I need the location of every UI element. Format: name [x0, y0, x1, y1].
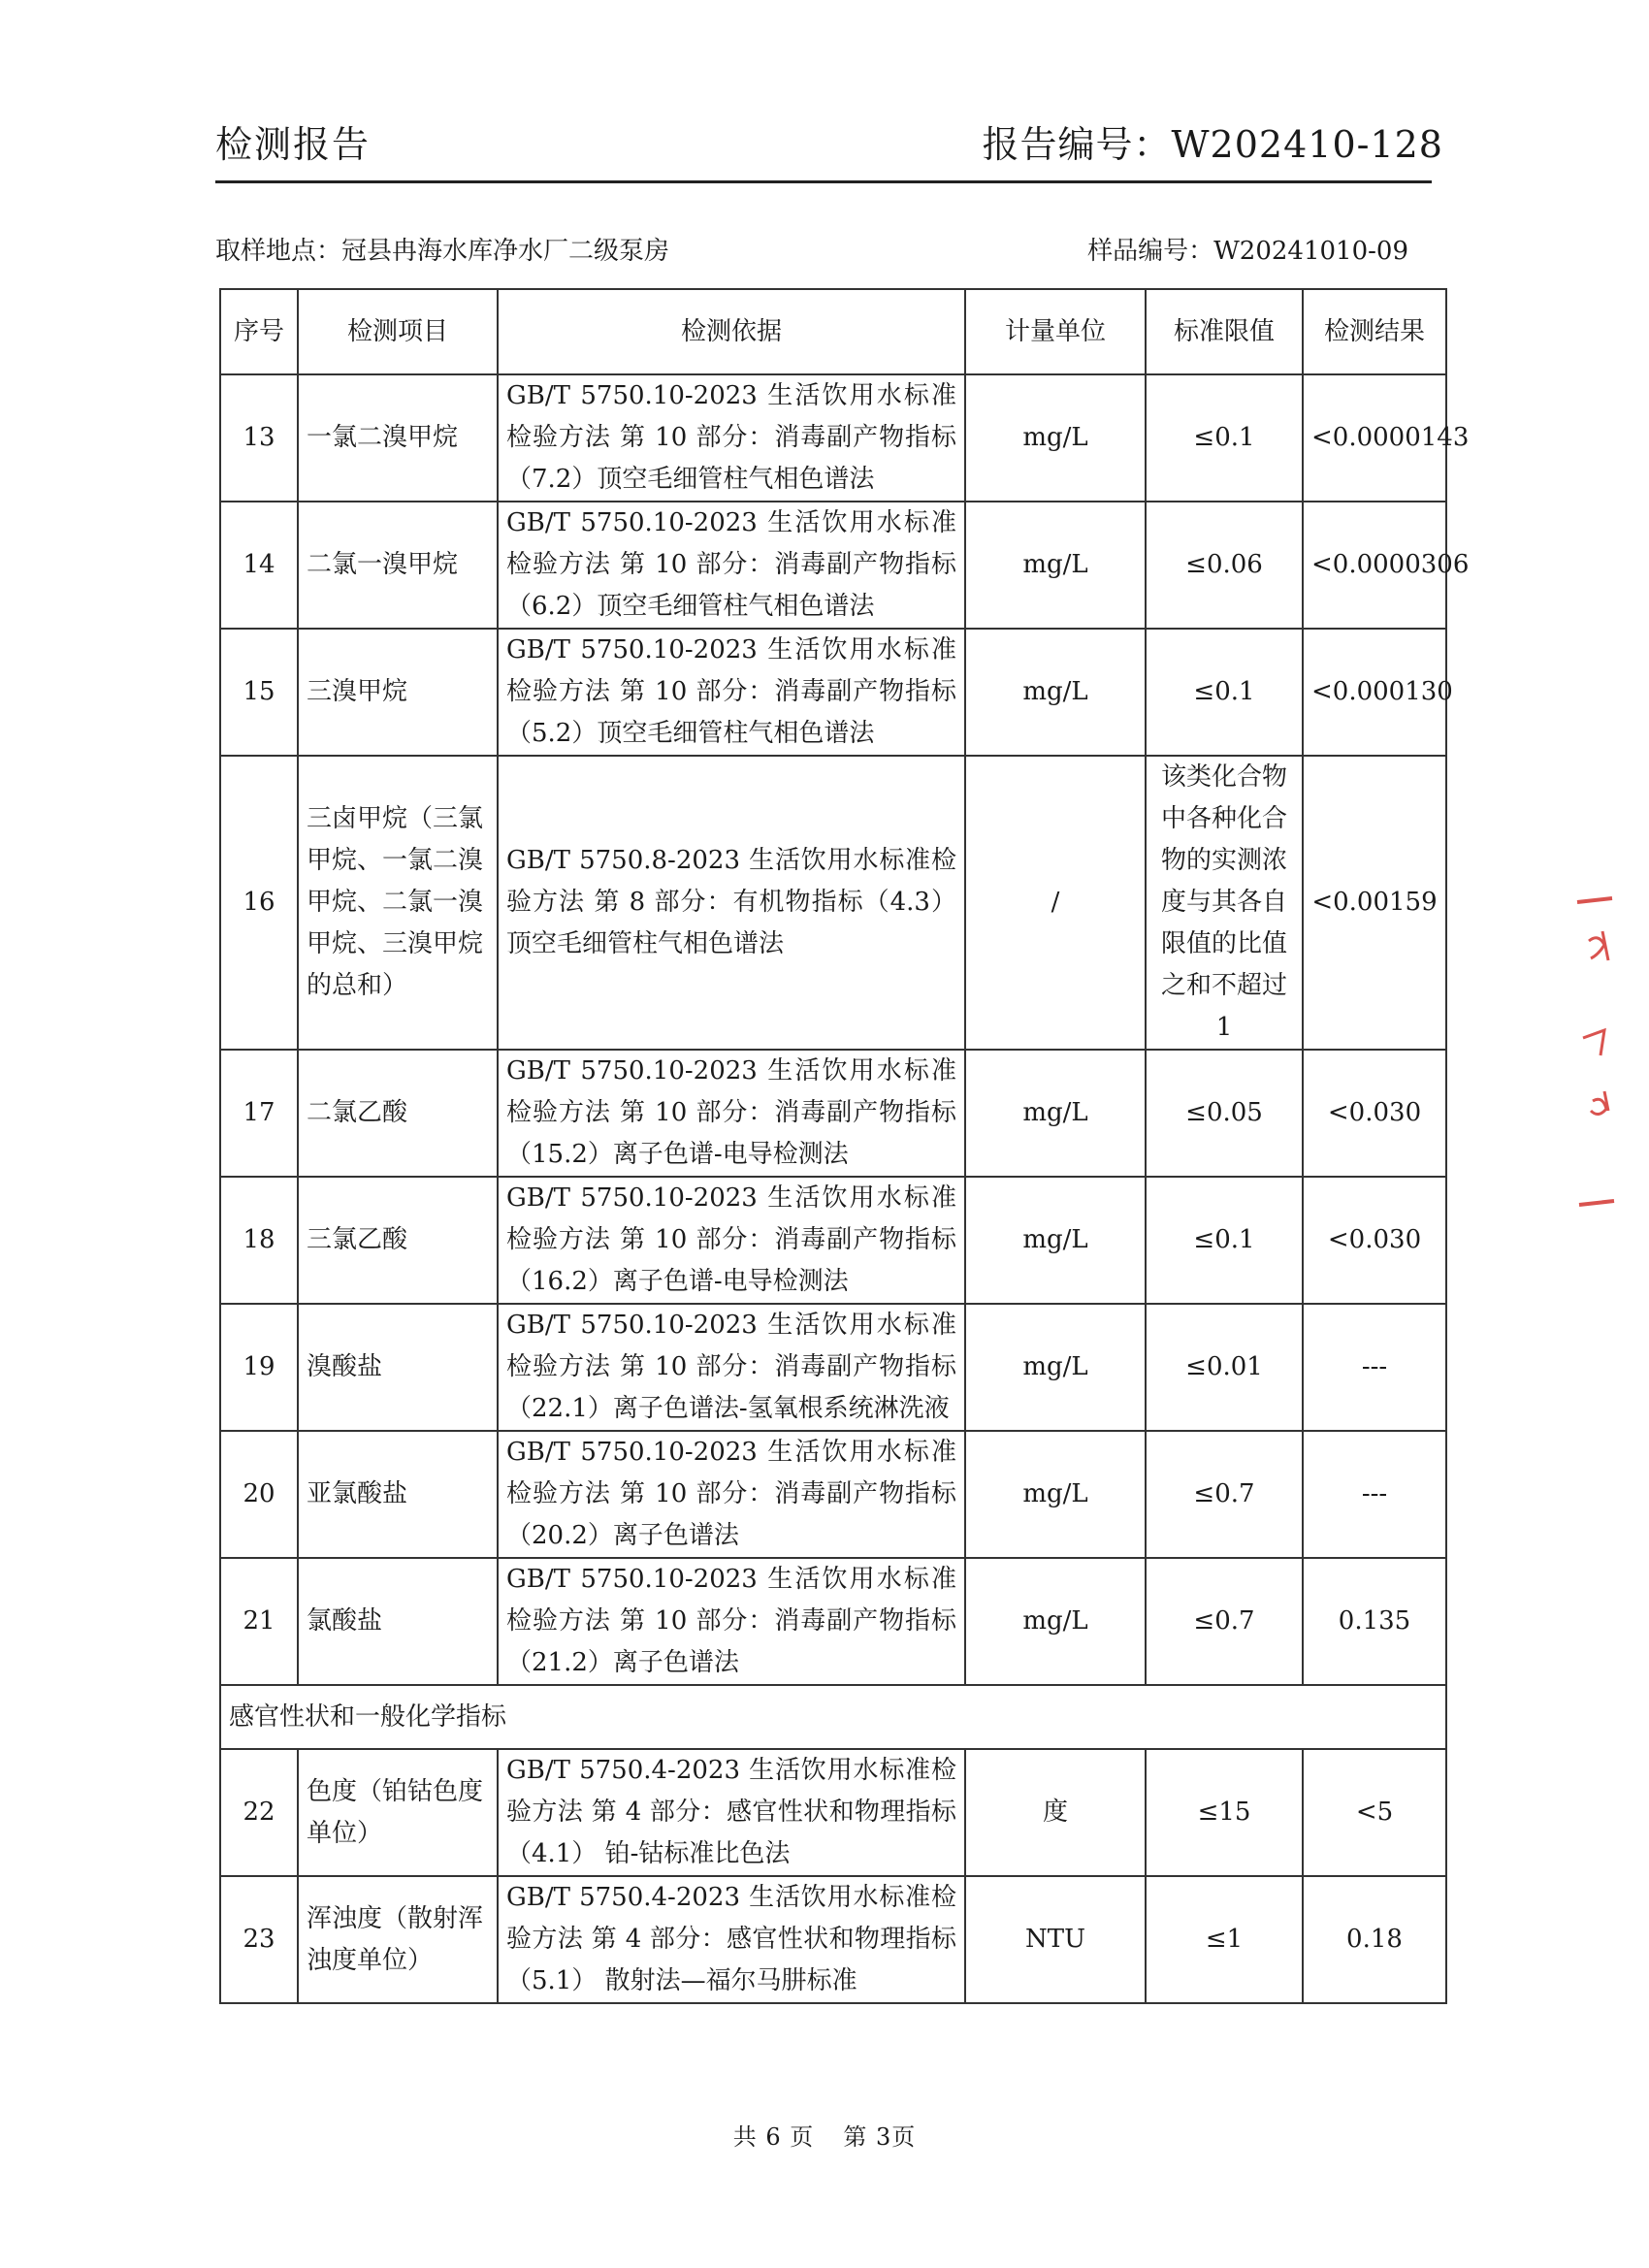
- row-basis: GB/T 5750.10-2023 生活饮用水标准检验方法 第 10 部分：消毒副产物指标（7.2）顶空毛细管柱气相色谱法: [498, 374, 965, 502]
- row-limit: ≤0.06: [1146, 502, 1303, 629]
- row-no: 20: [220, 1431, 298, 1558]
- row-no: 13: [220, 374, 298, 502]
- row-limit: ≤1: [1146, 1876, 1303, 2003]
- row-unit: /: [965, 756, 1146, 1050]
- section-title: 感官性状和一般化学指标: [220, 1685, 1446, 1749]
- row-item: 三溴甲烷: [298, 629, 498, 756]
- row-item: 二氯乙酸: [298, 1050, 498, 1177]
- row-no: 23: [220, 1876, 298, 2003]
- row-limit: ≤0.7: [1146, 1558, 1303, 1685]
- current-page: 第 3页: [843, 2123, 917, 2151]
- row-limit: ≤0.1: [1146, 374, 1303, 502]
- row-result: <0.030: [1303, 1050, 1446, 1177]
- col-header-item: 检测项目: [298, 289, 498, 374]
- table-row: [220, 1431, 1446, 1558]
- row-limit: ≤0.1: [1146, 1177, 1303, 1304]
- report-number: 报告编号：W202410-128: [982, 123, 1443, 166]
- report-title: 检测报告: [215, 123, 372, 166]
- col-header-unit: 计量单位: [965, 289, 1146, 374]
- table-row: [220, 1558, 1446, 1685]
- row-item: 溴酸盐: [298, 1304, 498, 1431]
- table-row: [220, 1876, 1446, 2003]
- row-basis: GB/T 5750.10-2023 生活饮用水标准检验方法 第 10 部分：消毒副产物指标（6.2）顶空毛细管柱气相色谱法: [498, 502, 965, 629]
- row-limit: ≤0.05: [1146, 1050, 1303, 1177]
- row-unit: mg/L: [965, 502, 1146, 629]
- row-result: ---: [1303, 1304, 1446, 1431]
- row-no: 15: [220, 629, 298, 756]
- row-limit: 该类化合物中各种化合物的实测浓度与其各自限值的比值之和不超过1: [1146, 756, 1303, 1050]
- table-row: [220, 374, 1446, 502]
- row-result: ---: [1303, 1431, 1446, 1558]
- row-unit: mg/L: [965, 1304, 1146, 1431]
- results-table: [219, 288, 1470, 2004]
- row-result: <0.00159: [1303, 756, 1446, 1050]
- sampling-location: 取样地点：冠县冉海水库净水厂二级泵房: [215, 237, 670, 266]
- row-unit: 度: [965, 1749, 1146, 1876]
- row-no: 18: [220, 1177, 298, 1304]
- row-basis: GB/T 5750.10-2023 生活饮用水标准检验方法 第 10 部分：消毒副产物指标（16.2）离子色谱-电导检测法: [498, 1177, 965, 1304]
- seal-stamp-fragment: [1569, 892, 1624, 1213]
- row-result: <5: [1303, 1749, 1446, 1876]
- total-pages: 共 6 页: [732, 2123, 815, 2151]
- col-header-result: 检测结果: [1303, 289, 1446, 374]
- row-basis: GB/T 5750.10-2023 生活饮用水标准检验方法 第 10 部分：消毒副产物指标（5.2）顶空毛细管柱气相色谱法: [498, 629, 965, 756]
- row-basis: GB/T 5750.10-2023 生活饮用水标准检验方法 第 10 部分：消毒副产物指标（15.2）离子色谱-电导检测法: [498, 1050, 965, 1177]
- row-no: 17: [220, 1050, 298, 1177]
- row-no: 14: [220, 502, 298, 629]
- section-row: [220, 1685, 1446, 1749]
- row-limit: ≤0.7: [1146, 1431, 1303, 1558]
- row-unit: NTU: [965, 1876, 1146, 2003]
- row-basis: GB/T 5750.4-2023 生活饮用水标准检验方法 第 4 部分：感官性状和物理指标（5.1） 散射法—福尔马肼标准: [498, 1876, 965, 2003]
- table-header-row: [220, 289, 1446, 374]
- row-unit: mg/L: [965, 1177, 1146, 1304]
- row-result: <0.0000306: [1303, 502, 1446, 629]
- row-unit: mg/L: [965, 1431, 1146, 1558]
- row-limit: ≤0.1: [1146, 629, 1303, 756]
- row-result: <0.0000143: [1303, 374, 1446, 502]
- row-item: 三卤甲烷（三氯甲烷、一氯二溴甲烷、二氯一溴甲烷、三溴甲烷的总和）: [298, 756, 498, 1050]
- row-item: 亚氯酸盐: [298, 1431, 498, 1558]
- row-basis: GB/T 5750.8-2023 生活饮用水标准检验方法 第 8 部分：有机物指标（4.3）顶空毛细管柱气相色谱法: [498, 756, 965, 1050]
- row-item: 二氯一溴甲烷: [298, 502, 498, 629]
- row-basis: GB/T 5750.10-2023 生活饮用水标准检验方法 第 10 部分：消毒副产物指标（21.2）离子色谱法: [498, 1558, 965, 1685]
- col-header-limit: 标准限值: [1146, 289, 1303, 374]
- row-no: 22: [220, 1749, 298, 1876]
- row-unit: mg/L: [965, 1050, 1146, 1177]
- row-basis: GB/T 5750.10-2023 生活饮用水标准检验方法 第 10 部分：消毒副产物指标（22.1）离子色谱法-氢氧根系统淋洗液: [498, 1304, 965, 1431]
- row-result: 0.18: [1303, 1876, 1446, 2003]
- row-result: <0.030: [1303, 1177, 1446, 1304]
- table-row: [220, 1050, 1446, 1177]
- col-header-basis: 检测依据: [498, 289, 965, 374]
- row-no: 19: [220, 1304, 298, 1431]
- row-item: 一氯二溴甲烷: [298, 374, 498, 502]
- table-row: [220, 756, 1446, 1050]
- table-row: [220, 1304, 1446, 1431]
- row-item: 三氯乙酸: [298, 1177, 498, 1304]
- header-divider: [215, 180, 1432, 183]
- row-result: <0.000130: [1303, 629, 1446, 756]
- table-row: [220, 1749, 1446, 1876]
- row-no: 16: [220, 756, 298, 1050]
- row-item: 氯酸盐: [298, 1558, 498, 1685]
- row-no: 21: [220, 1558, 298, 1685]
- table-row: [220, 502, 1446, 629]
- page-footer: [0, 2118, 1649, 2152]
- row-unit: mg/L: [965, 629, 1146, 756]
- col-header-no: 序号: [220, 289, 298, 374]
- table-row: [220, 629, 1446, 756]
- row-limit: ≤0.01: [1146, 1304, 1303, 1431]
- sample-number: 样品编号：W20241010-09: [1087, 237, 1408, 266]
- row-item: 色度（铂钴色度单位）: [298, 1749, 498, 1876]
- row-item: 浑浊度（散射浑浊度单位）: [298, 1876, 498, 2003]
- row-basis: GB/T 5750.4-2023 生活饮用水标准检验方法 第 4 部分：感官性状和物理指标（4.1） 铂-钴标准比色法: [498, 1749, 965, 1876]
- row-unit: mg/L: [965, 1558, 1146, 1685]
- table-row: [220, 1177, 1446, 1304]
- row-limit: ≤15: [1146, 1749, 1303, 1876]
- row-result: 0.135: [1303, 1558, 1446, 1685]
- row-basis: GB/T 5750.10-2023 生活饮用水标准检验方法 第 10 部分：消毒副产物指标（20.2）离子色谱法: [498, 1431, 965, 1558]
- row-unit: mg/L: [965, 374, 1146, 502]
